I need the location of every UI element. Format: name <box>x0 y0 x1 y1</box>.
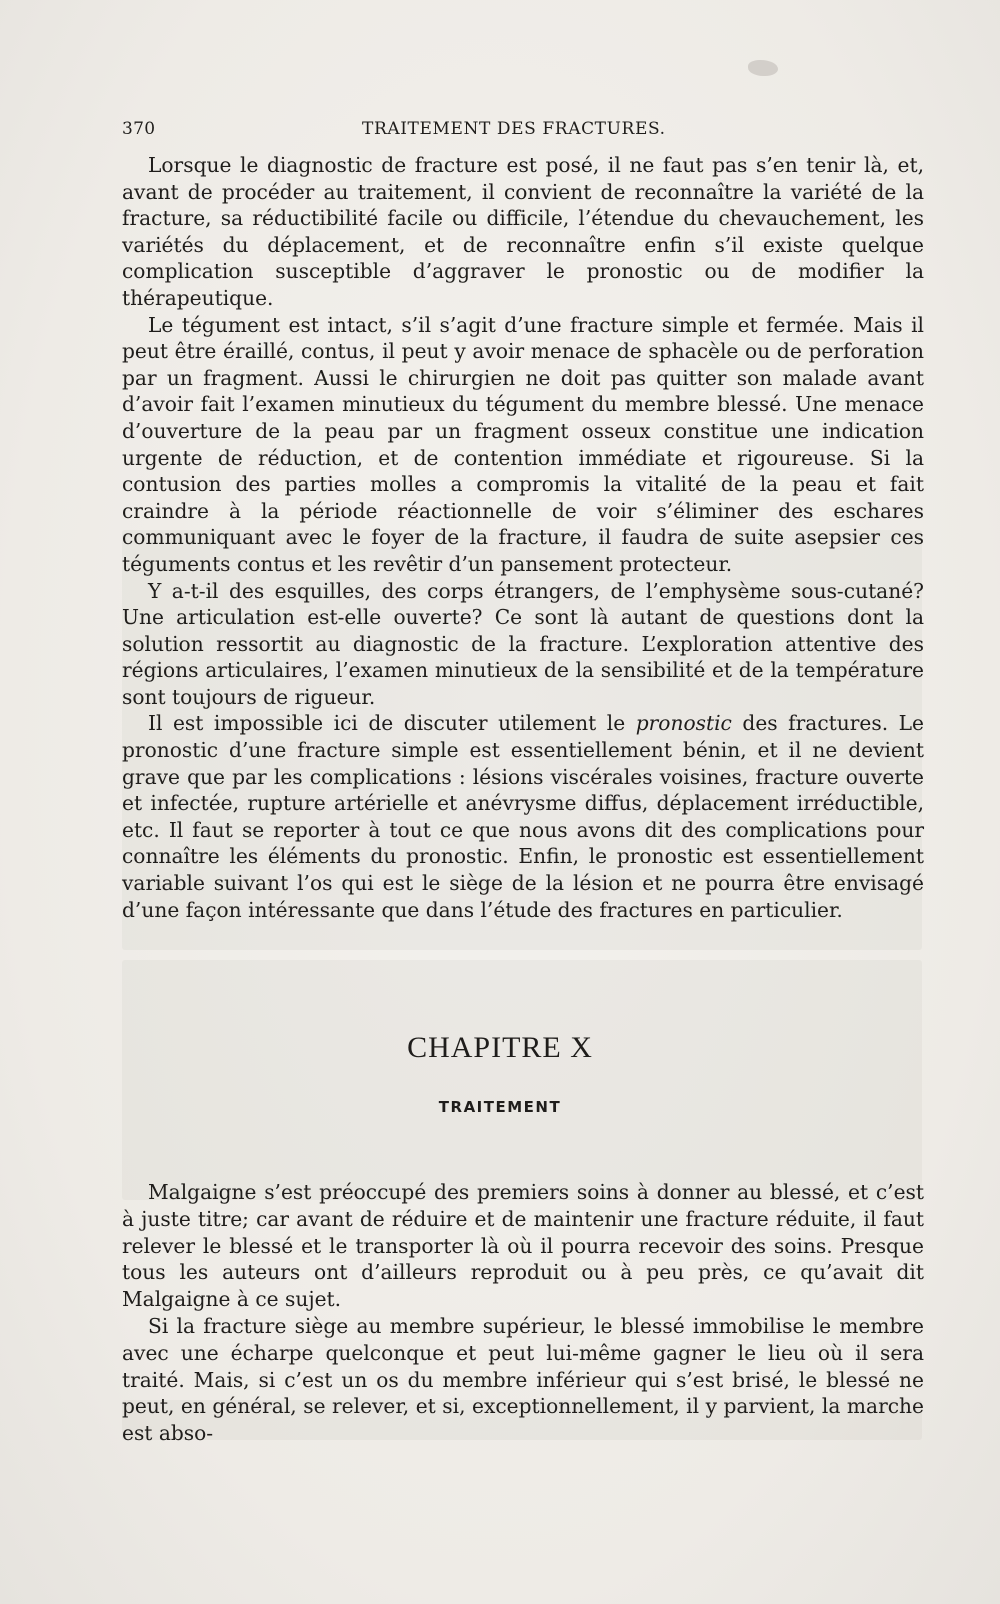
ink-mark <box>748 60 778 76</box>
page-number: 370 <box>122 119 156 139</box>
paragraph: Il est impossible ici de discuter utilement le pronostic des fractures. Le pronostic d’une fracture simple est essentiellement bénin, et il ne devient grave que par les complications : lésions viscérales voisines, fracture ouverte et infectée, rupture artérielle et anévrysme diffus, déplacement irréductible, etc. Il faut se reporter à tout ce que nous avons dit des complications pour connaître les éléments du pronostic. Enfin, le pronostic est essentiellement variable suivant l’os qui est le siège de la lésion et ne pourra être envisagé d’une façon intéressante que dans l’étude des fractures en particulier. <box>122 711 924 922</box>
paragraph: Lorsque le diagnostic de fracture est posé, il ne faut pas s’en tenir là, et, avant de procéder au traitement, il convient de reconnaître la variété de la fracture, sa réductibilité facile ou difficile, l’étendue du chevauchement, les variétés du déplacement, et de reconnaître enfin s’il existe quelque complication susceptible d’aggraver le pronostic ou de modifier la thérapeutique. <box>122 153 924 310</box>
body-text-before-chapter <box>122 152 924 923</box>
paragraph: Malgaigne s’est préoccupé des premiers soins à donner au blessé, et c’est à juste titre; car avant de réduire et de maintenir une fracture réduite, il faut relever le blessé et le transporter là où il pourra recevoir des soins. Presque tous les auteurs ont d’ailleurs reproduit ou à peu près, ce qu’avait dit Malgaigne à ce sujet. <box>122 1180 924 1312</box>
body-text-after-chapter <box>122 1179 924 1447</box>
italic-term: pronostic <box>635 711 732 736</box>
chapter-subtitle: TRAITEMENT <box>438 1098 562 1116</box>
show-through-shadow <box>122 960 922 1200</box>
running-title: TRAITEMENT DES FRACTURES. <box>362 119 666 139</box>
paragraph: Y a-t-il des esquilles, des corps étrangers, de l’emphysème sous-cutané? Une articulation est-elle ouverte? Ce sont là autant de questions dont la solution ressortit au diagnostic de la fracture. L’exploration attentive des régions articulaires, l’examen minutieux de la sensibilité et de la température sont toujours de rigueur. <box>122 578 924 709</box>
chapter-title: CHAPITRE X <box>407 1031 593 1064</box>
page-header <box>122 119 952 143</box>
paragraph: Si la fracture siège au membre supérieur, le blessé immobilise le membre avec une écharpe quelconque et peut lui-même gagner le lieu où il sera traité. Mais, si c’est un os du membre inférieur qui s’est brisé, le blessé ne peut, en général, se relever, et si, exceptionnellement, il y parvient, la marche est abso- <box>122 1313 924 1446</box>
paragraph: Le tégument est intact, s’il s’agit d’une fracture simple et fermée. Mais il peut être éraillé, contus, il peut y avoir menace de sphacèle ou de perforation par un fragment. Aussi le chirurgien ne doit pas quitter son malade avant d’avoir fait l’examen minutieux du tégument du membre blessé. Une menace d’ouverture de la peau par un fragment osseux constitue une indication urgente de réduction, et de contention immédiate et rigoureuse. Si la contusion des parties molles a compromis la vitalité de la peau et fait craindre à la période réactionnelle de voir s’éliminer des eschares communiquant avec le foyer de la fracture, il faudra de suite asepsier ces téguments contus et les revêtir d’un pansement protecteur. <box>122 312 924 576</box>
